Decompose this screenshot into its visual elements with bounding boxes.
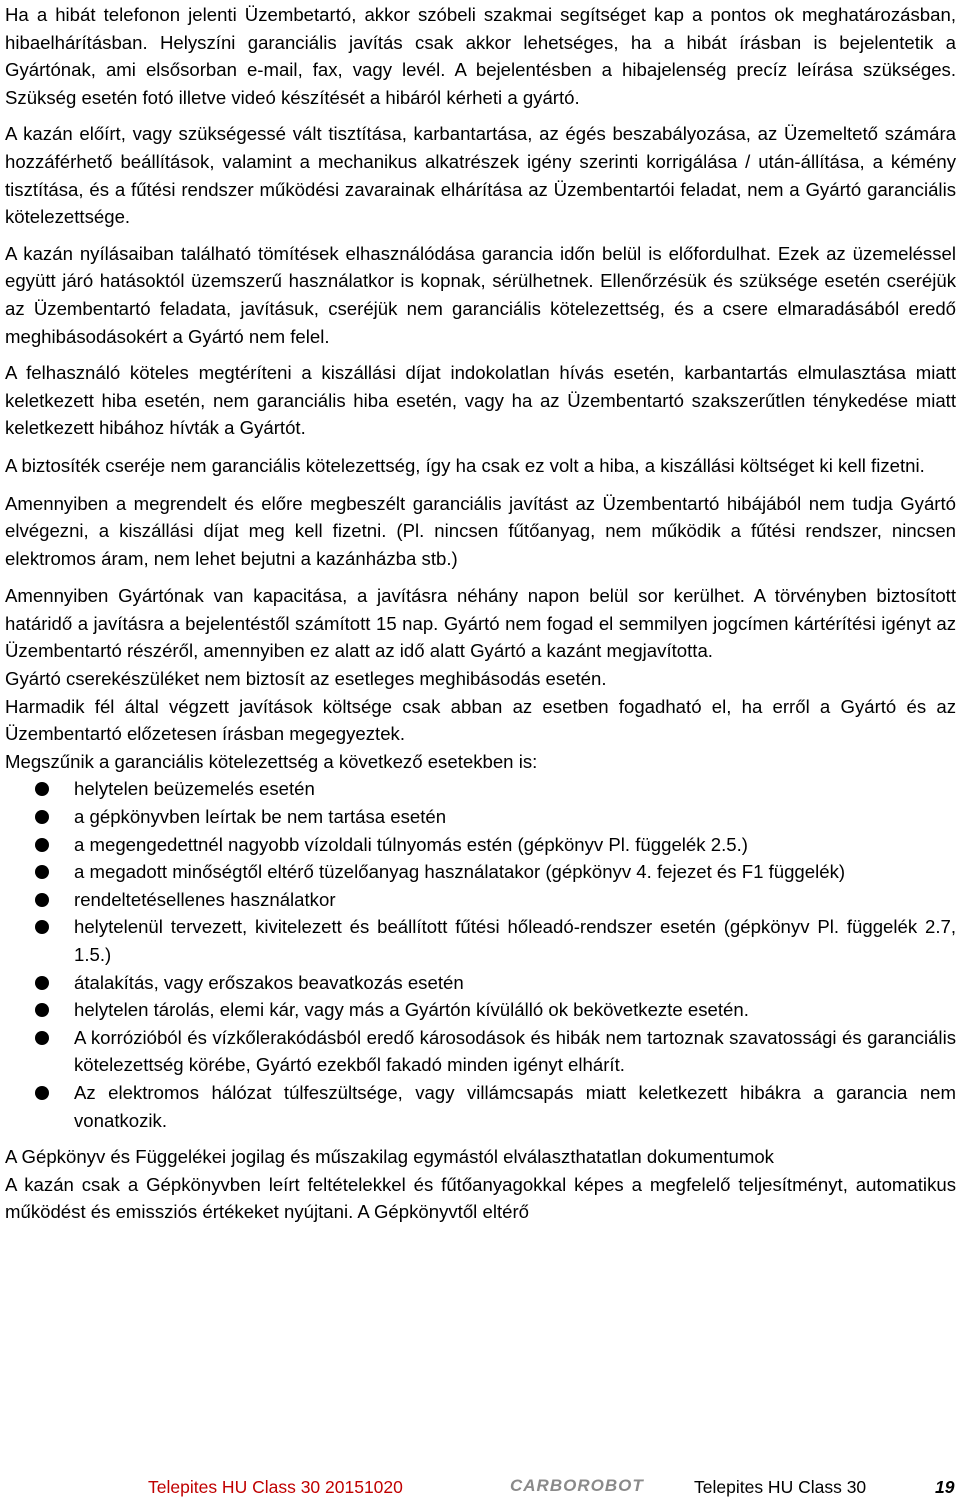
bullet-icon — [35, 838, 49, 852]
paragraph-performance-conditions: A kazán csak a Gépkönyvben leírt feltételekkel és fűtőanyagokkal képes a megfelelő teljesítményt, automatikus működést és emissziós értékeket nyújtani. A Gépkönyvtől eltérő — [5, 1173, 956, 1223]
list-item: helytelen tárolás, elemi kár, vagy más a Gyártón kívülálló ok bekövetkezte esetén. — [5, 996, 956, 1024]
list-item: rendeltetésellenes használatkor — [5, 886, 956, 914]
bullet-icon — [35, 1086, 49, 1100]
paragraph-seals: A kazán nyílásaiban található tömítések elhasználódása garancia időn belül is előfordulhat. Ezek az üzemeléssel együtt járó hatásoktól üzemszerű használatkor is kopnak, sérülhetnek. Ellenőrzésük és szüksége esetén cseréjük az Üzembentartó feladata, javításuk, cseréjük nem garanciális kötelezettség, és a csere elmaradásából eredő meghibásodásokért a Gyártó nem felel. — [5, 242, 956, 347]
bullet-icon — [35, 1031, 49, 1045]
list-item: helytelen beüzemelés esetén — [5, 775, 956, 803]
bullet-icon — [35, 1003, 49, 1017]
carborobot-logo: CARBOROBOT — [510, 1476, 644, 1495]
list-item: a gépkönyvben leírtak be nem tartása esetén — [5, 803, 956, 831]
document-page — [5, 0, 956, 1226]
page-footer — [0, 1477, 960, 1499]
list-item: a megengedettnél nagyobb vízoldali túlnyomás estén (gépkönyv Pl. függelék 2.5.) — [5, 831, 956, 859]
paragraph-fault-reporting: Ha a hibát telefonon jelenti Üzembetartó, akkor szóbeli szakmai segítséget kap a pontos ok meghatározásban, hibaelhárításban. Helyszíni garanciális javítás csak akkor lehetséges, ha a hibát írásban is bejelentetik a Gyártónak, ami elsősorban e-mail, fax, vagy levél. A bejelentésben a hibajelenség precíz leírása szükséges. Szükség esetén fotó illetve videó készítését a hibáról kérheti a gyártó. — [5, 4, 956, 108]
warranty-void-list — [5, 775, 956, 1134]
paragraph-replacement-unit: Gyártó cserekészüléket nem biztosít az esetleges meghibásodás esetén. — [5, 668, 607, 690]
list-item: Az elektromos hálózat túlfeszültsége, vagy villámcsapás miatt keletkezett hibákra a garancia nem vonatkozik. — [5, 1079, 956, 1134]
list-item: A korrózióból és vízkőlerakódásból eredő károsodások és hibák nem tartoznak szavatossági és garanciális kötelezettség körébe, Gyártó ezekből fakadó minden igényt elhárít. — [5, 1024, 956, 1079]
bullet-icon — [35, 782, 49, 796]
paragraph-third-party: Harmadik fél által végzett javítások költsége csak abban az esetben fogadható el, ha erről a Gyártó és az Üzembentartó előzetesen írásban megegyeztek. — [5, 695, 956, 745]
paragraph-manual-inseparable: A Gépkönyv és Függelékei jogilag és műszakilag egymástól elválaszthatatlan dokumentumok — [5, 1146, 774, 1168]
paragraph-fuse: A biztosíték cseréje nem garanciális kötelezettség, így ha csak ez volt a hiba, a kiszállási költséget ki kell fizetni. — [5, 454, 925, 476]
paragraph-callout-fee: A felhasználó köteles megtéríteni a kiszállási díjat indokolatlan hívás esetén, karbantartás elmulasztása miatt keletkezett hiba esetén, nem garanciális hiba esetén, vagy ha az Üzembentartó szakszerűtlen ténykedése miatt keletkezett hibához hívták a Gyártót. — [5, 362, 956, 439]
page-number: 19 — [935, 1477, 955, 1497]
bullet-icon — [35, 893, 49, 907]
bullet-icon — [35, 865, 49, 879]
list-item: a megadott minőségtől eltérő tüzelőanyag használatakor (gépkönyv 4. fejezet és F1 függelék) — [5, 858, 956, 886]
paragraph-repair-deadline: Amennyiben Gyártónak van kapacitása, a javításra néhány napon belül sor kerülhet. A törvényben biztosított határidő a javításra a bejelentéstől számított 15 nap. Gyártó nem fogad el semmilyen jogcímen kártérítési igényt az Üzembentartó részéről, amennyiben ez alatt az idő alatt Gyártó a kazánt megjavította. — [5, 585, 956, 662]
list-item: helytelenül tervezett, kivitelezett és beállított fűtési hőleadó-rendszer esetén (gépkönyv Pl. függelék 2.7, 1.5.) — [5, 913, 956, 968]
list-item: átalakítás, vagy erőszakos beavatkozás esetén — [5, 969, 956, 997]
bullet-icon — [35, 810, 49, 824]
paragraph-warranty-void-intro: Megszűnik a garanciális kötelezettség a következő esetekben is: — [5, 750, 538, 772]
paragraph-failed-repair: Amennyiben a megrendelt és előre megbeszélt garanciális javítást az Üzembentartó hibájából nem tudja Gyártó elvégezni, a kiszállási díjat meg kell fizetni. (Pl. nincsen fűtőanyag, nem működik a fűtési rendszer, nincsen elektromos áram, nem lehet bejutni a kazánházba stb.) — [5, 492, 956, 569]
bullet-icon — [35, 976, 49, 990]
footer-document-id: Telepites HU Class 30 20151020 — [148, 1477, 403, 1497]
bullet-icon — [35, 920, 49, 934]
paragraph-maintenance-duties: A kazán előírt, vagy szükségessé vált tisztítása, karbantartása, az égés beszabályozása, az Üzemeltető számára hozzáférhető beállítások, valamint a mechanikus alkatrészek igény szerinti korrigálása / után-állítása, a kémény tisztítása, és a fűtési rendszer működési zavarainak elhárítása az Üzembentartói feladat, nem a Gyártó garanciális kötelezettsége. — [5, 123, 956, 228]
footer-document-title: Telepites HU Class 30 — [694, 1477, 867, 1497]
